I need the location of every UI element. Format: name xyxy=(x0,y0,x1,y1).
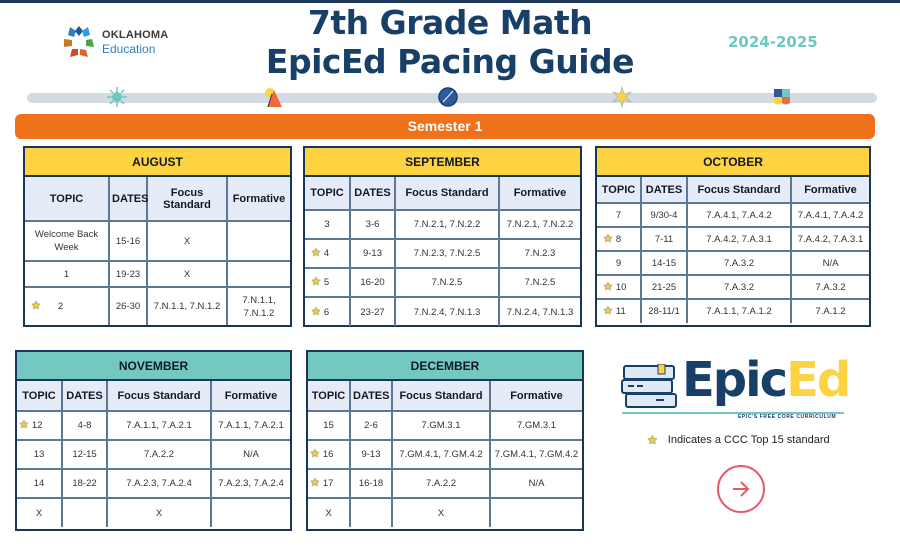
page-title xyxy=(250,4,650,82)
books-icon xyxy=(620,364,680,410)
table-row xyxy=(308,498,582,527)
topic-cell: ★ 8 xyxy=(597,227,641,251)
dates-cell: 15-16 xyxy=(109,221,147,261)
dates-cell: 16-18 xyxy=(350,469,392,498)
topic-cell: ★ 17 xyxy=(308,469,350,498)
focus-standard-cell: X xyxy=(147,261,227,287)
column-header-focus-standard: Focus Standard xyxy=(147,176,227,221)
table-row xyxy=(25,287,290,325)
topic-cell: 14 xyxy=(17,469,62,498)
topic-cell: ★ 12 xyxy=(17,411,62,440)
table-row xyxy=(305,268,580,297)
topic-cell: 1 xyxy=(25,261,109,287)
table-row xyxy=(597,227,869,251)
semester-banner: Semester 1 xyxy=(15,114,875,139)
column-header-dates: DATES xyxy=(350,176,395,210)
table-row xyxy=(17,440,290,469)
column-header-focus-standard: Focus Standard xyxy=(687,176,791,203)
focus-standard-cell: 7.A.1.1, 7.A.1.2 xyxy=(687,299,791,323)
formative-cell: 7.A.3.2 xyxy=(791,275,869,299)
column-header-formative: Formative xyxy=(490,380,582,411)
star-icon: ★ xyxy=(310,448,320,460)
column-header-topic: TOPIC xyxy=(25,176,109,221)
topic-cell: ★ 5 xyxy=(305,268,350,297)
dates-cell: 9-13 xyxy=(350,440,392,469)
star-icon: ★ xyxy=(647,433,658,447)
column-header-dates: DATES xyxy=(109,176,147,221)
topic-cell: 15 xyxy=(308,411,350,440)
column-header-topic: TOPIC xyxy=(305,176,350,210)
focus-standard-cell: 7.N.1.1, 7.N.1.2 xyxy=(147,287,227,325)
dates-cell: 9/30-4 xyxy=(641,203,687,227)
topic-cell: 13 xyxy=(17,440,62,469)
dates-cell: 3-6 xyxy=(350,210,395,239)
focus-standard-cell: 7.A.2.2 xyxy=(107,440,211,469)
table-row xyxy=(17,469,290,498)
table-row xyxy=(597,203,869,227)
topic-cell: X xyxy=(308,498,350,527)
topic-cell: X xyxy=(17,498,62,527)
virus-icon xyxy=(106,86,128,108)
month-header: OCTOBER xyxy=(597,148,869,176)
table-row xyxy=(597,299,869,323)
formative-cell: 7.GM.4.1, 7.GM.4.2 xyxy=(490,440,582,469)
month-table-december xyxy=(306,350,584,531)
focus-standard-cell: 7.GM.4.1, 7.GM.4.2 xyxy=(392,440,490,469)
formative-cell: 7.A.2.3, 7.A.2.4 xyxy=(211,469,290,498)
formative-cell: 7.N.2.3 xyxy=(499,239,580,268)
column-header-topic: TOPIC xyxy=(597,176,641,203)
focus-standard-cell: 7.A.1.1, 7.A.2.1 xyxy=(107,411,211,440)
epiced-tagline: EPIC'S FREE CORE CURRICULUM xyxy=(738,414,837,420)
dates-cell xyxy=(350,498,392,527)
formative-cell: 7.A.1.2 xyxy=(815,306,846,317)
dates-cell: 12-15 xyxy=(62,440,107,469)
dates-cell: 14-15 xyxy=(641,251,687,275)
focus-standard-cell: 7.A.2.3, 7.A.2.4 xyxy=(107,469,211,498)
topic-cell: 3 xyxy=(305,210,350,239)
month-table-september xyxy=(303,146,582,327)
formative-cell: N/A xyxy=(211,440,290,469)
dates-cell: 7-11 xyxy=(641,227,687,251)
table-row xyxy=(308,411,582,440)
focus-standard-cell: 7.N.2.3, 7.N.2.5 xyxy=(395,239,499,268)
focus-standard-cell: X xyxy=(147,221,227,261)
formative-cell: 7.A.4.2, 7.A.3.1 xyxy=(791,227,869,251)
org-logo-line1: OKLAHOMA xyxy=(102,28,169,41)
table-row xyxy=(17,498,290,527)
table-row xyxy=(308,440,582,469)
star-icon: ★ xyxy=(311,247,321,259)
topic-cell: Welcome Back Week xyxy=(25,221,109,261)
topic-cell: ★ 2 xyxy=(25,287,109,325)
month-table-october xyxy=(595,146,871,327)
star-icon: ★ xyxy=(603,280,613,293)
epiced-logo xyxy=(620,352,850,420)
star-icon: ★ xyxy=(311,276,321,288)
arrow-right-icon xyxy=(730,478,752,500)
star-icon: ★ xyxy=(19,419,29,431)
column-header-formative: Formative xyxy=(499,176,580,210)
oklahoma-star-icon xyxy=(62,25,96,59)
column-header-focus-standard: Focus Standard xyxy=(392,380,490,411)
table-row xyxy=(25,221,290,261)
table-row xyxy=(597,251,869,275)
legend xyxy=(647,433,830,447)
next-page-button[interactable] xyxy=(717,465,765,513)
dates-cell: 16-20 xyxy=(350,268,395,297)
formative-cell: 7.A.1.1, 7.A.2.1 xyxy=(211,411,290,440)
month-header: DECEMBER xyxy=(308,352,582,380)
focus-standard-cell: 7.A.3.2 xyxy=(687,275,791,299)
dates-cell: 21-25 xyxy=(641,275,687,299)
column-header-focus-standard: Focus Standard xyxy=(395,176,499,210)
column-header-formative: Formative xyxy=(227,176,290,221)
table-row xyxy=(305,210,580,239)
legend-text: Indicates a CCC Top 15 standard xyxy=(667,434,830,446)
school-year: 2024-2025 xyxy=(728,33,818,51)
sun-icon xyxy=(611,86,633,108)
table-row xyxy=(305,239,580,268)
dates-cell: 26-30 xyxy=(109,287,147,325)
focus-standard-cell: 7.N.2.4, 7.N.1.3 xyxy=(395,297,499,326)
month-header: SEPTEMBER xyxy=(305,148,580,176)
focus-standard-cell: 7.N.2.1, 7.N.2.2 xyxy=(395,210,499,239)
table-row xyxy=(308,469,582,498)
star-icon: ★ xyxy=(310,477,320,489)
focus-standard-cell: 7.A.2.2 xyxy=(392,469,490,498)
org-logo-line2: Education xyxy=(102,41,156,56)
focus-standard-cell: 7.A.4.1, 7.A.4.2 xyxy=(687,203,791,227)
formative-cell xyxy=(227,221,290,261)
topic-cell: ★ 4 xyxy=(305,239,350,268)
formative-cell xyxy=(227,261,290,287)
formative-cell: 7.N.2.4, 7.N.1.3 xyxy=(506,306,574,318)
topic-cell: 7 xyxy=(597,203,641,227)
dates-cell: 23-27 xyxy=(350,297,395,326)
table-row xyxy=(17,411,290,440)
month-header: NOVEMBER xyxy=(17,352,290,380)
focus-standard-cell: 7.A.3.2 xyxy=(687,251,791,275)
star-icon: ★ xyxy=(31,300,41,312)
column-header-dates: DATES xyxy=(350,380,392,411)
formative-cell: 7.GM.3.1 xyxy=(490,411,582,440)
focus-standard-cell: X xyxy=(107,498,211,527)
column-header-topic: TOPIC xyxy=(17,380,62,411)
focus-standard-cell: X xyxy=(392,498,490,527)
formative-cell: N/A xyxy=(490,469,582,498)
oklahoma-education-logo xyxy=(62,22,182,62)
shapes-icon xyxy=(262,86,284,108)
dates-cell xyxy=(62,498,107,527)
formative-cell: 7.N.2.1, 7.N.2.2 xyxy=(499,210,580,239)
month-table-november xyxy=(15,350,292,531)
formative-cell xyxy=(490,498,582,527)
dates-cell: 19-23 xyxy=(109,261,147,287)
formative-cell: 7.A.4.1, 7.A.4.2 xyxy=(791,203,869,227)
focus-standard-cell: 7.A.4.2, 7.A.3.1 xyxy=(687,227,791,251)
formative-cell: N/A xyxy=(791,251,869,275)
topic-cell: ★ 11 xyxy=(597,299,641,323)
topic-cell: ★ 6 xyxy=(305,297,350,326)
column-header-formative: Formative xyxy=(791,176,869,203)
shield-icon xyxy=(771,86,793,108)
column-header-focus-standard: Focus Standard xyxy=(107,380,211,411)
dates-cell: 18-22 xyxy=(62,469,107,498)
topic-cell: 9 xyxy=(597,251,641,275)
formative-cell: 7.N.2.5 xyxy=(499,268,580,297)
dates-cell: 28-11/1 xyxy=(641,299,687,323)
table-row xyxy=(597,275,869,299)
column-header-topic: TOPIC xyxy=(308,380,350,411)
topic-cell: ★ 10 xyxy=(597,275,641,299)
dates-cell: 2-6 xyxy=(350,411,392,440)
column-header-dates: DATES xyxy=(62,380,107,411)
star-icon: ★ xyxy=(603,232,613,245)
title-line1: 7th Grade Math xyxy=(307,3,593,42)
title-line2: EpicEd Pacing Guide xyxy=(265,42,635,81)
table-row xyxy=(25,261,290,287)
table-row xyxy=(305,297,580,326)
column-header-dates: DATES xyxy=(641,176,687,203)
dates-cell: 9-13 xyxy=(350,239,395,268)
epiced-wordmark: EpicEd xyxy=(682,352,850,408)
formative-cell xyxy=(211,498,290,527)
star-icon: ★ xyxy=(311,305,321,318)
star-icon: ★ xyxy=(603,305,613,317)
month-header: AUGUST xyxy=(25,148,290,176)
dates-cell: 4-8 xyxy=(62,411,107,440)
month-table-august xyxy=(23,146,292,327)
column-header-formative: Formative xyxy=(211,380,290,411)
compass-icon xyxy=(437,86,459,108)
focus-standard-cell: 7.GM.3.1 xyxy=(392,411,490,440)
topic-cell: ★ 16 xyxy=(308,440,350,469)
focus-standard-cell: 7.N.2.5 xyxy=(395,268,499,297)
formative-cell: 7.N.1.1, 7.N.1.2 xyxy=(242,294,276,319)
